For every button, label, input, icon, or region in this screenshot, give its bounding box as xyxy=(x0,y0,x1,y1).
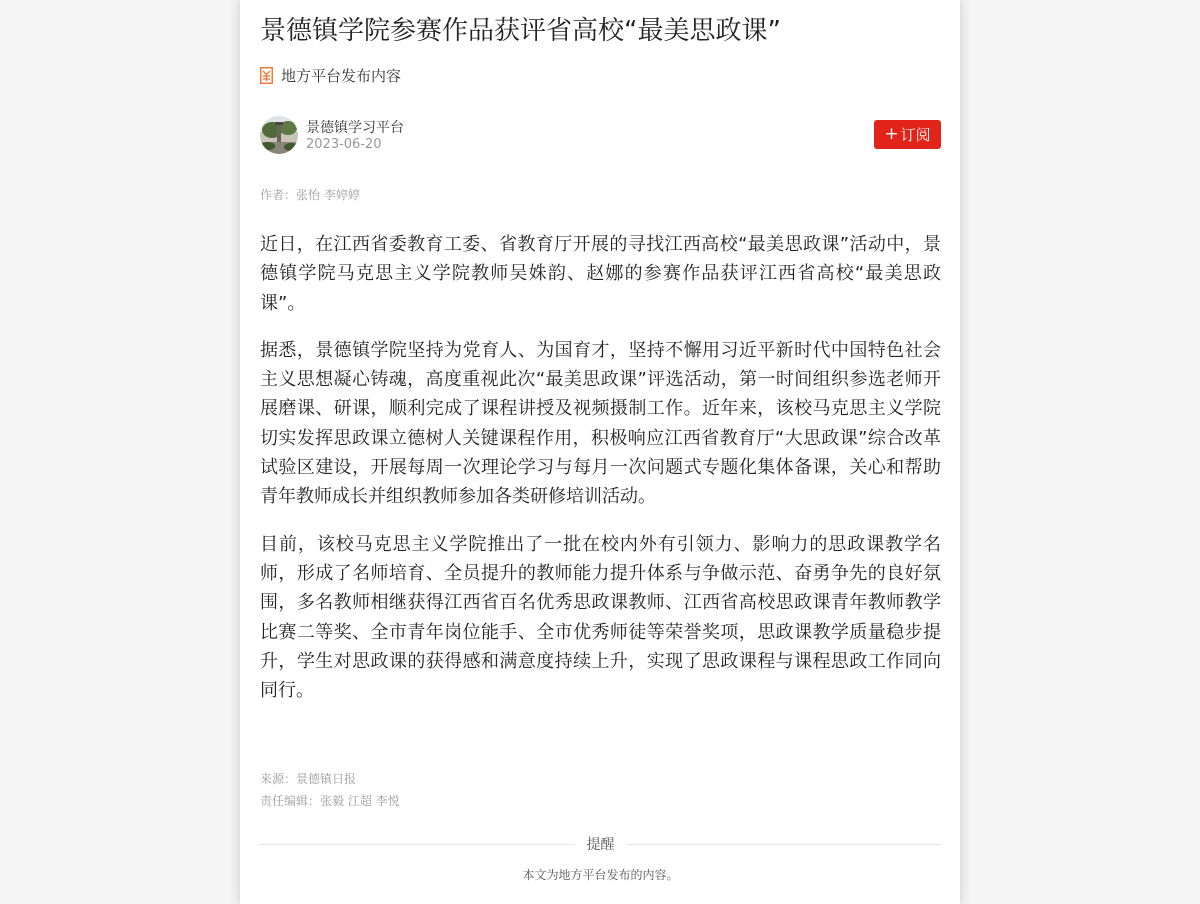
author-byline xyxy=(260,186,360,203)
plus-icon: + xyxy=(884,124,899,144)
article-editors xyxy=(260,792,400,809)
source-name: 景德镇日报 xyxy=(296,772,357,786)
author-names: 张怡 李婷婷 xyxy=(296,188,360,202)
source-label: 来源： xyxy=(260,772,297,786)
subscribe-button[interactable] xyxy=(874,120,941,149)
article-body xyxy=(260,230,941,723)
article-page xyxy=(240,0,960,904)
author-label: 作者： xyxy=(260,188,297,202)
article-paragraph: 据悉，景德镇学院坚持为党育人、为国育才，坚持不懈用习近平新时代中国特色社会主义思想凝心铸魂，高度重视此次“最美思政课”评选活动，第一时间组织参选老师开展磨课、研课，顺利完成了课程讲授及视频摄制工作。近年来，该校马克思主义学院切实发挥思政课立德树人关键课程作用，积极响应江西省教育厅“大思政课”综合改革试验区建设，开展每周一次理论学习与每月一次问题式专题化集体备课，关心和帮助青年教师成长并组织教师参加各类研修培训活动。 xyxy=(260,339,941,508)
local-platform-tag-icon xyxy=(260,67,273,84)
reminder-text: 本文为地方平台发布的内容。 xyxy=(522,868,679,882)
article-source xyxy=(260,770,356,787)
article-title: 景德镇学院参赛作品获评省高校“最美思政课” xyxy=(260,16,781,46)
platform-tag xyxy=(260,64,401,86)
article-paragraph: 目前，该校马克思主义学院推出了一批在校内外有引领力、影响力的思政课教学名师，形成了名师培育、全员提升的教师能力提升体系与争做示范、奋勇争先的良好氛围，多名教师相继获得江西省百名优秀思政课教师、江西省高校思政课青年教师教学比赛二等奖、全市青年岗位能手、全市优秀师徒等荣誉奖项，思政课教学质量稳步提升，学生对思政课的获得感和满意度持续上升，实现了思政课程与课程思政工作同向同行。 xyxy=(260,533,941,702)
reminder-title: 提醒 xyxy=(575,834,627,854)
publisher-name[interactable]: 景德镇学习平台 xyxy=(306,120,404,136)
editor-label: 责任编辑： xyxy=(260,794,321,808)
editor-names: 张毅 江超 李悦 xyxy=(320,794,400,808)
publisher-avatar[interactable] xyxy=(260,116,298,154)
article-paragraph: 近日，在江西省委教育工委、省教育厅开展的寻找江西高校“最美思政课”活动中，景德镇学院马克思主义学院教师吴姝韵、赵娜的参赛作品获评江西省高校“最美思政课”。 xyxy=(260,234,941,314)
platform-tag-label: 地方平台发布内容 xyxy=(281,66,402,85)
subscribe-label: 订阅 xyxy=(900,126,931,144)
publisher-row xyxy=(260,116,941,156)
publish-date: 2023-06-20 xyxy=(306,137,382,152)
